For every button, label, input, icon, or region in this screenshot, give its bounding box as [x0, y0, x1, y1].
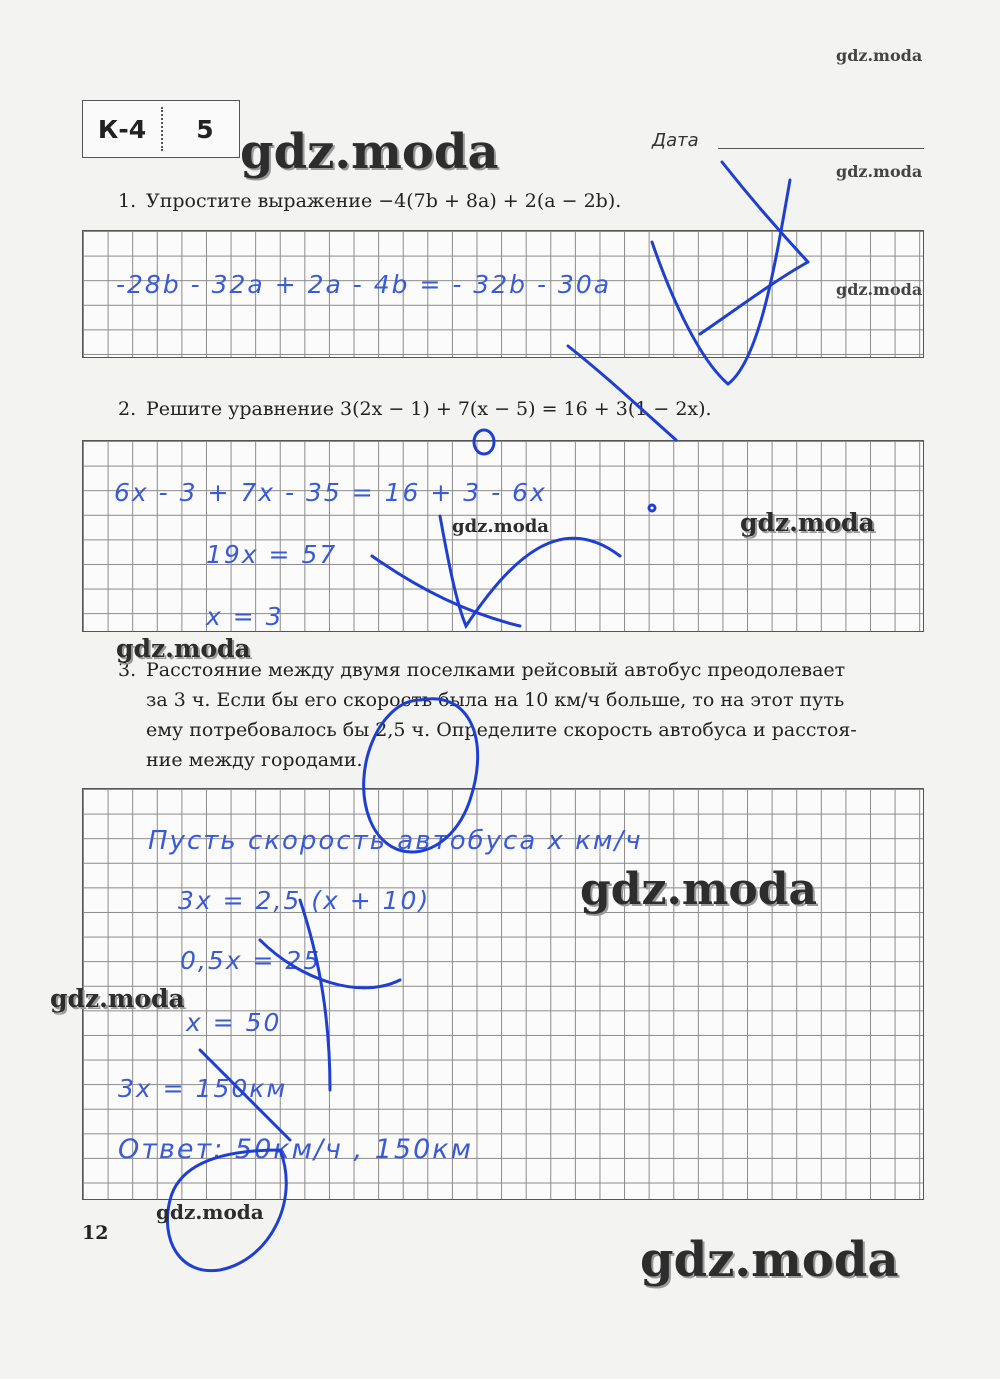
grade-stroke-a — [300, 900, 330, 1090]
watermark: gdz.moda — [640, 1232, 899, 1288]
variant-code: К-4 — [97, 114, 147, 144]
task-3-line-4: ние между городами. — [146, 749, 363, 771]
answer-3-line-6: Ответ: 50км/ч , 150км — [118, 1134, 473, 1165]
answer-3-line-3: 0,5x = 25 — [180, 946, 322, 975]
check-stroke-e — [372, 556, 520, 626]
answer-2-line-1: 6x - 3 + 7x - 35 = 16 + 3 - 6x — [114, 478, 547, 507]
page-number: 12 — [82, 1222, 109, 1244]
watermark: gdz.moda — [740, 508, 875, 537]
task-1-text: Упростите выражение −4(7b + 8a) + 2(a − 2b). — [146, 190, 622, 212]
answer-3-line-4: x = 50 — [186, 1008, 282, 1037]
watermark: gdz.moda — [836, 162, 923, 181]
watermark: gdz.moda — [580, 864, 818, 915]
answer-3-line-5: 3x = 150км — [118, 1074, 288, 1103]
circle-mark — [474, 430, 494, 454]
task-2-text: Решите уравнение 3(2x − 1) + 7(x − 5) = 16 + 3(1 − 2x). — [146, 398, 712, 420]
check-stroke-b — [700, 262, 808, 334]
grade-stroke-c — [200, 1050, 290, 1140]
watermark: gdz.moda — [156, 1200, 264, 1224]
watermark: gdz.moda — [452, 516, 549, 537]
variant-number: 5 — [196, 114, 214, 144]
check-stroke-a — [722, 162, 808, 262]
task-3-line-3: ему потребовалось бы 2,5 ч. Определите скорость автобуса и расстоя- — [146, 719, 857, 741]
answer-3-line-1: Пусть скорость автобуса x км/ч — [148, 826, 643, 856]
task-2-number: 2. — [118, 398, 137, 420]
grade-stroke-b — [260, 940, 400, 988]
task-3-line-2: за 3 ч. Если бы его скорость была на 10 км/ч больше, то на этот путь — [146, 689, 845, 711]
answer-2-line-3: x = 3 — [206, 602, 284, 631]
check-stroke-d — [568, 346, 676, 440]
watermark: gdz.moda — [240, 124, 499, 180]
watermark: gdz.moda — [50, 984, 185, 1013]
pen-dot — [649, 505, 655, 511]
answer-1: -28b - 32a + 2a - 4b = - 32b - 30a — [116, 270, 612, 299]
answer-2-line-2: 19x = 57 — [206, 540, 338, 569]
answer-3-line-2: 3x = 2,5 (x + 10) — [178, 886, 431, 915]
task-3-line-1: Расстояние между двумя поселками рейсовый автобус преодолевает — [146, 659, 846, 681]
watermark: gdz.moda — [836, 280, 923, 299]
task-3-number: 3. — [118, 659, 137, 681]
watermark: gdz.moda — [836, 46, 923, 65]
task-1-number: 1. — [118, 190, 137, 212]
date-label: Дата — [652, 130, 699, 151]
grade-loop-a — [364, 699, 478, 852]
watermark: gdz.moda — [116, 634, 251, 663]
check-stroke-c — [652, 180, 790, 384]
